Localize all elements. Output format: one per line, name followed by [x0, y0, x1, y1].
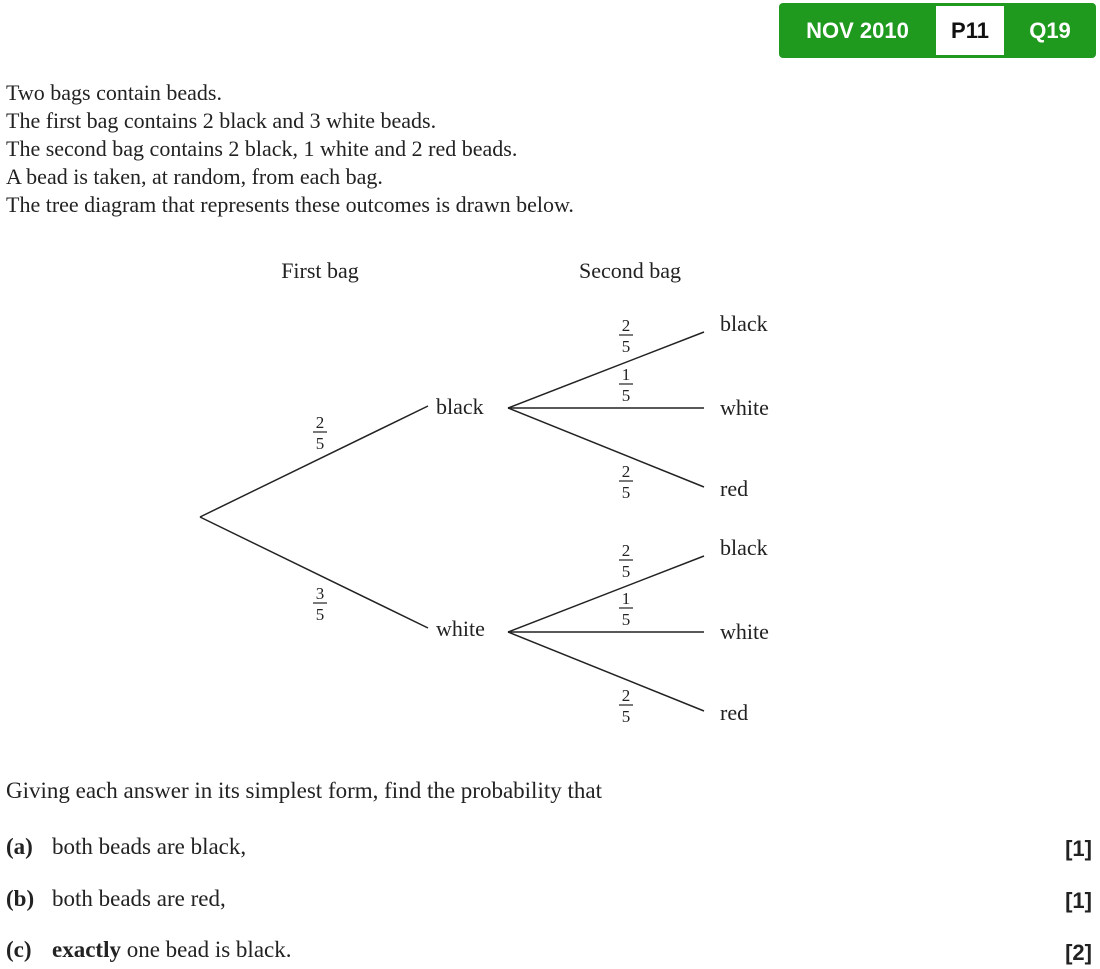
badge-paper: P11 — [936, 6, 1004, 55]
branch-white-black — [508, 556, 704, 632]
part-emphasis: exactly — [52, 937, 121, 962]
part-label: (b) — [6, 886, 35, 911]
badge-session: NOV 2010 — [806, 17, 909, 43]
branch-first-black — [200, 406, 428, 517]
branch-first-white — [200, 517, 428, 628]
prob-denominator: 5 — [621, 337, 631, 356]
intro-line: A bead is taken, at random, from each bag. — [6, 164, 383, 189]
intro-line: Two bags contain beads. — [6, 80, 222, 105]
outcome-white-white: white — [720, 619, 769, 644]
outcome-white-red: red — [720, 700, 749, 725]
prob-black-black — [619, 316, 633, 356]
prob-numerator: 2 — [621, 462, 631, 481]
instruction-text: Giving each answer in its simplest form, find the probability that — [6, 778, 602, 803]
prob-denominator: 5 — [621, 483, 631, 502]
intro-line: The tree diagram that represents these outcomes is drawn below. — [6, 192, 574, 217]
prob-numerator: 2 — [621, 686, 631, 705]
marks-c: [2] — [1065, 940, 1092, 965]
prob-denominator: 5 — [621, 562, 631, 581]
part-text: both beads are black, — [52, 834, 247, 859]
node-first-white: white — [436, 616, 485, 641]
prob-first-white — [313, 584, 327, 624]
question-part-a — [6, 834, 246, 860]
prob-first-black — [313, 413, 327, 453]
outcome-black-black: black — [720, 311, 768, 336]
prob-white-red — [619, 686, 633, 726]
question-part-c — [6, 937, 292, 963]
prob-numerator: 2 — [621, 541, 631, 560]
prob-denominator: 5 — [621, 707, 631, 726]
prob-denominator: 5 — [621, 386, 631, 405]
first-bag-heading: First bag — [281, 258, 359, 283]
question-part-b — [6, 886, 226, 912]
marks-b: [1] — [1065, 888, 1092, 913]
branch-black-black — [508, 332, 704, 408]
prob-numerator: 3 — [315, 584, 325, 603]
intro-line: The second bag contains 2 black, 1 white and 2 red beads. — [6, 136, 518, 161]
prob-white-black — [619, 541, 633, 581]
prob-denominator: 5 — [621, 610, 631, 629]
prob-black-white — [619, 365, 633, 405]
prob-numerator: 2 — [621, 316, 631, 335]
prob-numerator: 1 — [621, 365, 631, 384]
badge-question: Q19 — [1029, 17, 1071, 43]
prob-numerator: 2 — [315, 413, 325, 432]
node-first-black: black — [436, 394, 484, 419]
marks-a: [1] — [1065, 836, 1092, 861]
outcome-white-black: black — [720, 535, 768, 560]
outcome-black-red: red — [720, 476, 749, 501]
prob-black-red — [619, 462, 633, 502]
part-label: (c) — [6, 937, 32, 962]
prob-denominator: 5 — [315, 434, 325, 453]
branch-black-red — [508, 408, 704, 487]
part-text: one bead is black. — [120, 937, 292, 962]
intro-line: The first bag contains 2 black and 3 white beads. — [6, 108, 437, 133]
part-text: both beads are red, — [52, 886, 226, 911]
prob-denominator: 5 — [315, 605, 325, 624]
prob-white-white — [619, 589, 633, 629]
second-bag-heading: Second bag — [578, 258, 682, 283]
part-label: (a) — [6, 834, 33, 859]
branch-white-red — [508, 632, 704, 711]
outcome-black-white: white — [720, 395, 769, 420]
prob-numerator: 1 — [621, 589, 631, 608]
